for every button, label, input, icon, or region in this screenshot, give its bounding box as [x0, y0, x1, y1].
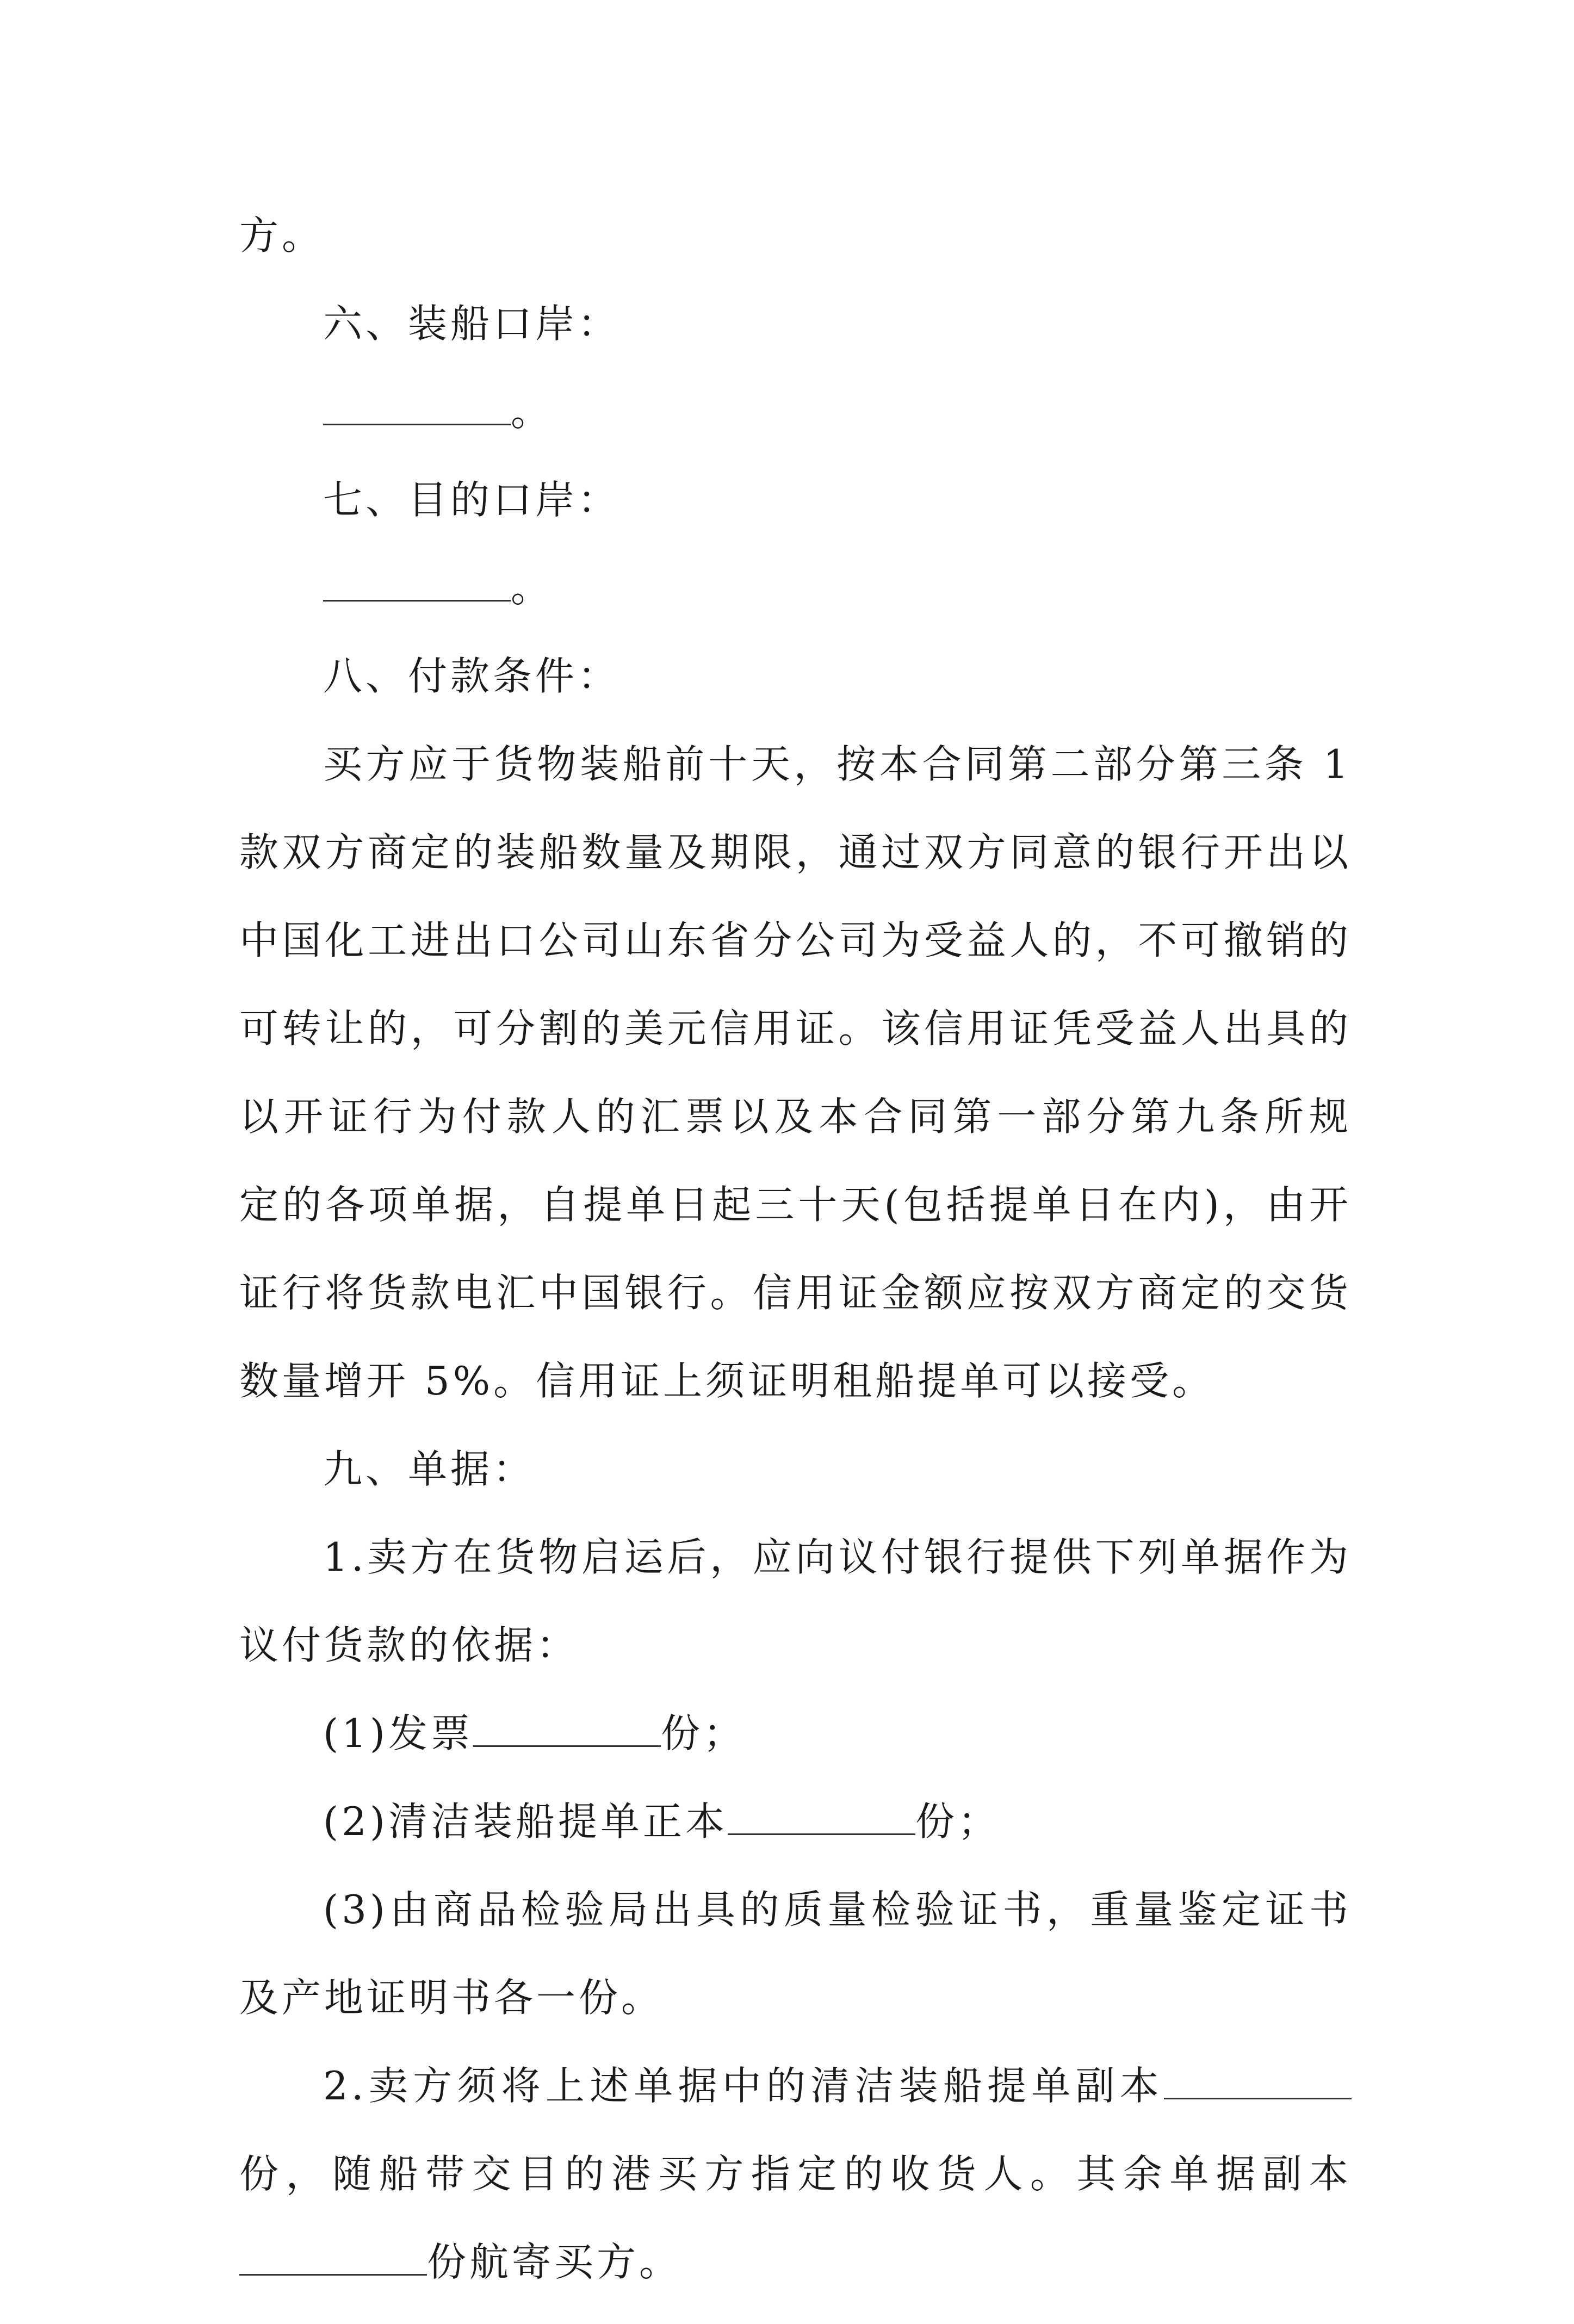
text-line	[239, 1972, 1352, 2024]
line-text-pre: (1)发票	[323, 1711, 473, 1756]
text-line	[239, 1355, 1352, 1407]
line-text: 证行将货款电汇中国银行。信用证金额应按双方商定的交货	[239, 1270, 1352, 1316]
line-text: 九、单据：	[323, 1446, 536, 1492]
text-line	[239, 1883, 1352, 1936]
text-line	[239, 826, 1352, 878]
line-text: 及产地证明书各一份。	[239, 1975, 664, 2021]
line-text: 1.卖方在货物启运后，应向议付银行提供下列单据作为	[323, 1534, 1352, 1580]
line-text: 份，随船带交目的港买方指定的收货人。其余单据副本	[239, 2151, 1352, 2197]
line-text: 款双方商定的装船数量及期限，通过双方同意的银行开出以	[239, 829, 1352, 875]
section-heading-loading-port	[239, 298, 1352, 350]
line-text-post: 份航寄买方。	[427, 2239, 682, 2285]
text-line	[239, 209, 1352, 262]
text-line	[239, 1619, 1352, 1671]
line-text-post: 。	[511, 565, 554, 611]
text-line	[239, 1531, 1352, 1583]
line-text: 六、装船口岸：	[323, 301, 621, 346]
fill-in-line-loading-port	[239, 386, 1352, 438]
line-text: 八、付款条件：	[323, 653, 621, 699]
section-heading-destination-port	[239, 474, 1352, 526]
line-text: 方。	[239, 213, 325, 258]
fill-in-line-invoice	[239, 1707, 1352, 1759]
blank-field	[473, 1707, 661, 1747]
section-heading-payment-terms	[239, 650, 1352, 702]
line-text-post: 份；	[661, 1711, 746, 1756]
line-text: 中国化工进出口公司山东省分公司为受益人的，不可撤销的	[239, 918, 1352, 963]
blank-field	[1164, 2060, 1352, 2099]
fill-in-line-copies	[239, 2060, 1352, 2112]
line-text: 可转让的，可分割的美元信用证。该信用证凭受益人出具的	[239, 1006, 1352, 1051]
text-line	[239, 2148, 1352, 2200]
document-body	[239, 209, 1352, 2324]
text-line	[239, 738, 1352, 790]
text-line	[239, 1090, 1352, 1143]
fill-in-line-airmail	[239, 2236, 1352, 2288]
line-text: (3)由商品检验局出具的质量检验证书，重量鉴定证书	[323, 1887, 1352, 1932]
line-text: 买方应于货物装船前十天，按本合同第二部分第三条 1	[323, 741, 1352, 787]
blank-field	[728, 1795, 915, 1835]
text-line	[239, 1002, 1352, 1055]
line-text: 以开证行为付款人的汇票以及本合同第一部分第九条所规	[239, 1094, 1352, 1139]
line-text: 数量增开 5%。信用证上须证明租船提单可以接受。	[239, 1358, 1215, 1404]
fill-in-line-destination-port	[239, 562, 1352, 614]
line-text: 议付货款的依据：	[239, 1622, 579, 1668]
blank-field	[239, 2236, 427, 2276]
line-text-pre: (2)清洁装船提单正本	[323, 1799, 728, 1844]
fill-in-line-bill-of-lading	[239, 1795, 1352, 1848]
text-line	[239, 914, 1352, 966]
text-line	[239, 1267, 1352, 1319]
line-text: 定的各项单据，自提单日起三十天(包括提单日在内)，由开	[239, 1182, 1352, 1228]
line-text-post: 份；	[915, 1799, 1001, 1844]
blank-field	[323, 562, 511, 602]
text-line	[239, 1179, 1352, 1231]
line-text-pre: 2.卖方须将上述单据中的清洁装船提单副本	[323, 2063, 1164, 2109]
blank-field	[323, 386, 511, 425]
line-text-post: 。	[511, 389, 554, 435]
section-heading-documents	[239, 1443, 1352, 1495]
line-text: 七、目的口岸：	[323, 477, 621, 523]
